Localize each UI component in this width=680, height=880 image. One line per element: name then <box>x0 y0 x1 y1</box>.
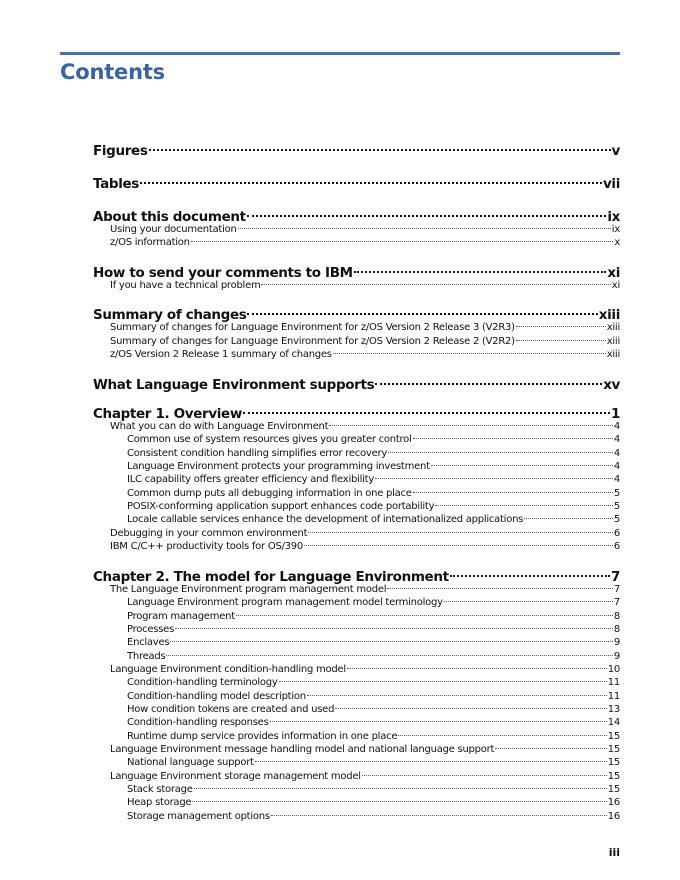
dot-leader <box>247 215 607 217</box>
toc-entry-page: 6 <box>613 541 620 552</box>
toc-entry-page: v <box>611 143 620 159</box>
toc-entry[interactable] <box>127 691 620 702</box>
toc-entry-page: xiii <box>606 349 620 360</box>
toc-entry-page: 16 <box>607 797 620 808</box>
toc-entry[interactable] <box>93 209 620 225</box>
dot-leader <box>166 655 612 656</box>
dot-leader <box>431 465 613 466</box>
dot-leader <box>413 492 613 493</box>
toc-entry[interactable] <box>93 406 620 422</box>
toc-entry-label: Processes <box>127 624 175 635</box>
toc-entry-page: 15 <box>607 731 620 742</box>
toc-entry-page: 4 <box>613 421 620 432</box>
toc-entry-label: Tables <box>93 176 139 192</box>
toc-entry[interactable] <box>127 731 620 742</box>
toc-entry-page: 11 <box>607 691 620 702</box>
toc-entry-label: POSIX-conforming application support enhances code portability <box>127 501 435 512</box>
dot-leader <box>191 241 614 242</box>
toc-entry-label: Stack storage <box>127 784 193 795</box>
toc-entry[interactable] <box>127 651 620 662</box>
toc-entry-page: 7 <box>610 569 620 585</box>
toc-entry[interactable] <box>127 811 620 822</box>
dot-leader <box>270 721 607 722</box>
toc-entry-page: 15 <box>607 757 620 768</box>
dot-leader <box>413 438 613 439</box>
toc-entry[interactable] <box>93 569 620 585</box>
dot-leader <box>308 532 613 533</box>
toc-entry[interactable] <box>127 501 620 512</box>
dot-leader <box>495 748 607 749</box>
toc-entry-page: 1 <box>610 406 620 422</box>
toc-entry-page: xiii <box>598 307 620 323</box>
toc-entry-label: Using your documentation <box>110 224 237 235</box>
dot-leader <box>149 149 611 151</box>
toc-entry[interactable] <box>93 265 620 281</box>
toc-entry-page: 11 <box>607 677 620 688</box>
dot-leader <box>243 412 610 414</box>
toc-entry[interactable] <box>127 434 620 445</box>
dot-leader <box>524 518 613 519</box>
toc-entry-page: 5 <box>613 488 620 499</box>
dot-leader <box>236 615 613 616</box>
toc-entry-page: xiii <box>606 322 620 333</box>
toc-entry-page: 5 <box>613 501 620 512</box>
toc-entry-label: Chapter 1. Overview <box>93 406 242 422</box>
toc-entry[interactable] <box>110 664 620 675</box>
dot-leader <box>450 575 610 577</box>
toc-entry-label: Locale callable services enhance the development of internationalized applications <box>127 514 524 525</box>
dot-leader <box>387 588 613 589</box>
toc-entry[interactable] <box>93 143 620 159</box>
toc-entry-page: 15 <box>607 744 620 755</box>
toc-entry[interactable] <box>110 322 620 333</box>
toc-entry-label: How condition tokens are created and used <box>127 704 335 715</box>
toc-entry-page: 9 <box>613 637 620 648</box>
dot-leader <box>255 761 607 762</box>
dot-leader <box>279 681 607 682</box>
dot-leader <box>271 815 607 816</box>
dot-leader <box>362 775 607 776</box>
toc-entry-label: If you have a technical problem <box>110 280 261 291</box>
toc-entry[interactable] <box>127 757 620 768</box>
dot-leader <box>347 668 607 669</box>
toc-entry-page: 14 <box>607 717 620 728</box>
dot-leader <box>307 695 607 696</box>
toc-entry-label: Language Environment message handling model and national language support <box>110 744 495 755</box>
toc-entry-page: 15 <box>607 771 620 782</box>
toc-entry-label: Common use of system resources gives you greater control <box>127 434 412 445</box>
toc-entry-label: How to send your comments to IBM <box>93 265 353 281</box>
toc-entry-page: 5 <box>613 514 620 525</box>
dot-leader <box>335 708 607 709</box>
dot-leader <box>354 271 607 273</box>
toc-entry-label: Condition-handling model description <box>127 691 306 702</box>
toc-entry-label: What you can do with Language Environment <box>110 421 329 432</box>
toc-entry[interactable] <box>127 784 620 795</box>
toc-entry-page: 9 <box>613 651 620 662</box>
toc-entry-label: Enclaves <box>127 637 170 648</box>
dot-leader <box>398 735 607 736</box>
toc-entry-label: Program management <box>127 611 235 622</box>
dot-leader <box>388 452 613 453</box>
toc-entry-page: 4 <box>613 448 620 459</box>
toc-entry-page: 15 <box>607 784 620 795</box>
toc-entry-label: National language support <box>127 757 254 768</box>
dot-leader <box>261 284 610 285</box>
toc-entry-label: Language Environment program management model terminology <box>127 597 443 608</box>
toc-entry[interactable] <box>110 336 620 347</box>
toc-entry-page: 7 <box>613 584 620 595</box>
toc-entry-page: xiii <box>606 336 620 347</box>
toc-entry[interactable] <box>110 584 620 595</box>
toc-entry-page: 4 <box>613 474 620 485</box>
dot-leader <box>444 601 613 602</box>
toc-entry-label: Summary of changes <box>93 307 247 323</box>
toc-entry-label: Runtime dump service provides information in one place <box>127 731 398 742</box>
toc-entry-page: 4 <box>613 434 620 445</box>
toc-entry[interactable] <box>127 448 620 459</box>
toc-entry[interactable] <box>127 637 620 648</box>
toc-entry-page: 10 <box>607 664 620 675</box>
toc-entry-page: 16 <box>607 811 620 822</box>
toc-entry-label: About this document <box>93 209 246 225</box>
dot-leader <box>516 326 606 327</box>
toc-entry-page: x <box>614 237 620 248</box>
toc-entry-label: Summary of changes for Language Environment for z/OS Version 2 Release 2 (V2R2) <box>110 336 515 347</box>
page-title: Contents <box>60 60 165 84</box>
toc-entry-label: ILC capability offers greater efficiency and flexibility <box>127 474 374 485</box>
dot-leader <box>435 505 613 506</box>
dot-leader <box>516 340 606 341</box>
dot-leader <box>140 182 602 184</box>
toc-entry[interactable] <box>127 611 620 622</box>
toc-entry[interactable] <box>110 349 620 360</box>
toc-entry-page: ix <box>611 224 620 235</box>
toc-entry-label: The Language Environment program management model <box>110 584 387 595</box>
dot-leader <box>175 628 613 629</box>
toc-entry-label: Debugging in your common environment <box>110 528 308 539</box>
toc-entry[interactable] <box>127 624 620 635</box>
dot-leader <box>304 545 613 546</box>
dot-leader <box>194 788 607 789</box>
toc-entry-page: 6 <box>613 528 620 539</box>
toc-entry-page: 8 <box>613 624 620 635</box>
toc-entry[interactable] <box>127 597 620 608</box>
toc-entry[interactable] <box>127 677 620 688</box>
toc-entry-label: IBM C/C++ productivity tools for OS/390 <box>110 541 304 552</box>
toc-entry[interactable] <box>110 541 620 552</box>
toc-entry-label: Condition-handling terminology <box>127 677 278 688</box>
toc-entry[interactable] <box>110 528 620 539</box>
dot-leader <box>333 353 606 354</box>
toc-entry-label: Language Environment protects your programming investment <box>127 461 430 472</box>
toc-entry[interactable] <box>110 224 620 235</box>
toc-entry-label: Language Environment storage management model <box>110 771 361 782</box>
toc-entry[interactable] <box>110 771 620 782</box>
dot-leader <box>192 801 606 802</box>
toc-entry[interactable] <box>110 280 620 291</box>
toc-entry[interactable] <box>127 488 620 499</box>
toc-entry-label: Common dump puts all debugging information in one place <box>127 488 412 499</box>
toc-entry[interactable] <box>93 377 620 393</box>
toc-entry[interactable] <box>127 514 620 525</box>
toc-entry-label: Chapter 2. The model for Language Environment <box>93 569 449 585</box>
dot-leader <box>238 228 611 229</box>
toc-entry-page: xi <box>611 280 620 291</box>
toc-entry-label: What Language Environment supports <box>93 377 375 393</box>
page-number: iii <box>608 846 620 859</box>
toc-entry[interactable] <box>93 176 620 192</box>
toc-entry-label: Figures <box>93 143 148 159</box>
toc-entry[interactable] <box>127 717 620 728</box>
toc-entry-label: Storage management options <box>127 811 270 822</box>
toc-entry[interactable] <box>127 704 620 715</box>
toc-entry-page: xi <box>607 265 620 281</box>
toc-entry-page: vii <box>602 176 620 192</box>
toc-entry-label: z/OS information <box>110 237 190 248</box>
toc-entry-page: 4 <box>613 461 620 472</box>
toc-entry-page: 8 <box>613 611 620 622</box>
toc-entry-label: Language Environment condition-handling model <box>110 664 346 675</box>
toc-entry-label: Condition-handling responses <box>127 717 269 728</box>
toc-entry[interactable] <box>127 797 620 808</box>
dot-leader <box>375 383 602 385</box>
toc-entry-label: Threads <box>127 651 166 662</box>
toc-entry-label: Heap storage <box>127 797 192 808</box>
dot-leader <box>375 478 613 479</box>
toc-entry[interactable] <box>93 307 620 323</box>
toc-entry[interactable] <box>127 461 620 472</box>
toc-entry[interactable] <box>110 237 620 248</box>
toc-entry-page: ix <box>607 209 620 225</box>
toc-entry-label: z/OS Version 2 Release 1 summary of changes <box>110 349 332 360</box>
toc-entry[interactable] <box>110 421 620 432</box>
toc-entry-label: Summary of changes for Language Environment for z/OS Version 2 Release 3 (V2R3) <box>110 322 515 333</box>
toc-entry[interactable] <box>127 474 620 485</box>
toc-entry[interactable] <box>110 744 620 755</box>
dot-leader <box>247 313 597 315</box>
toc-entry-page: 13 <box>607 704 620 715</box>
dot-leader <box>329 425 613 426</box>
toc-entry-page: 7 <box>613 597 620 608</box>
toc-entry-label: Consistent condition handling simplifies error recovery <box>127 448 388 459</box>
dot-leader <box>170 641 613 642</box>
toc-entry-page: xv <box>603 377 620 393</box>
